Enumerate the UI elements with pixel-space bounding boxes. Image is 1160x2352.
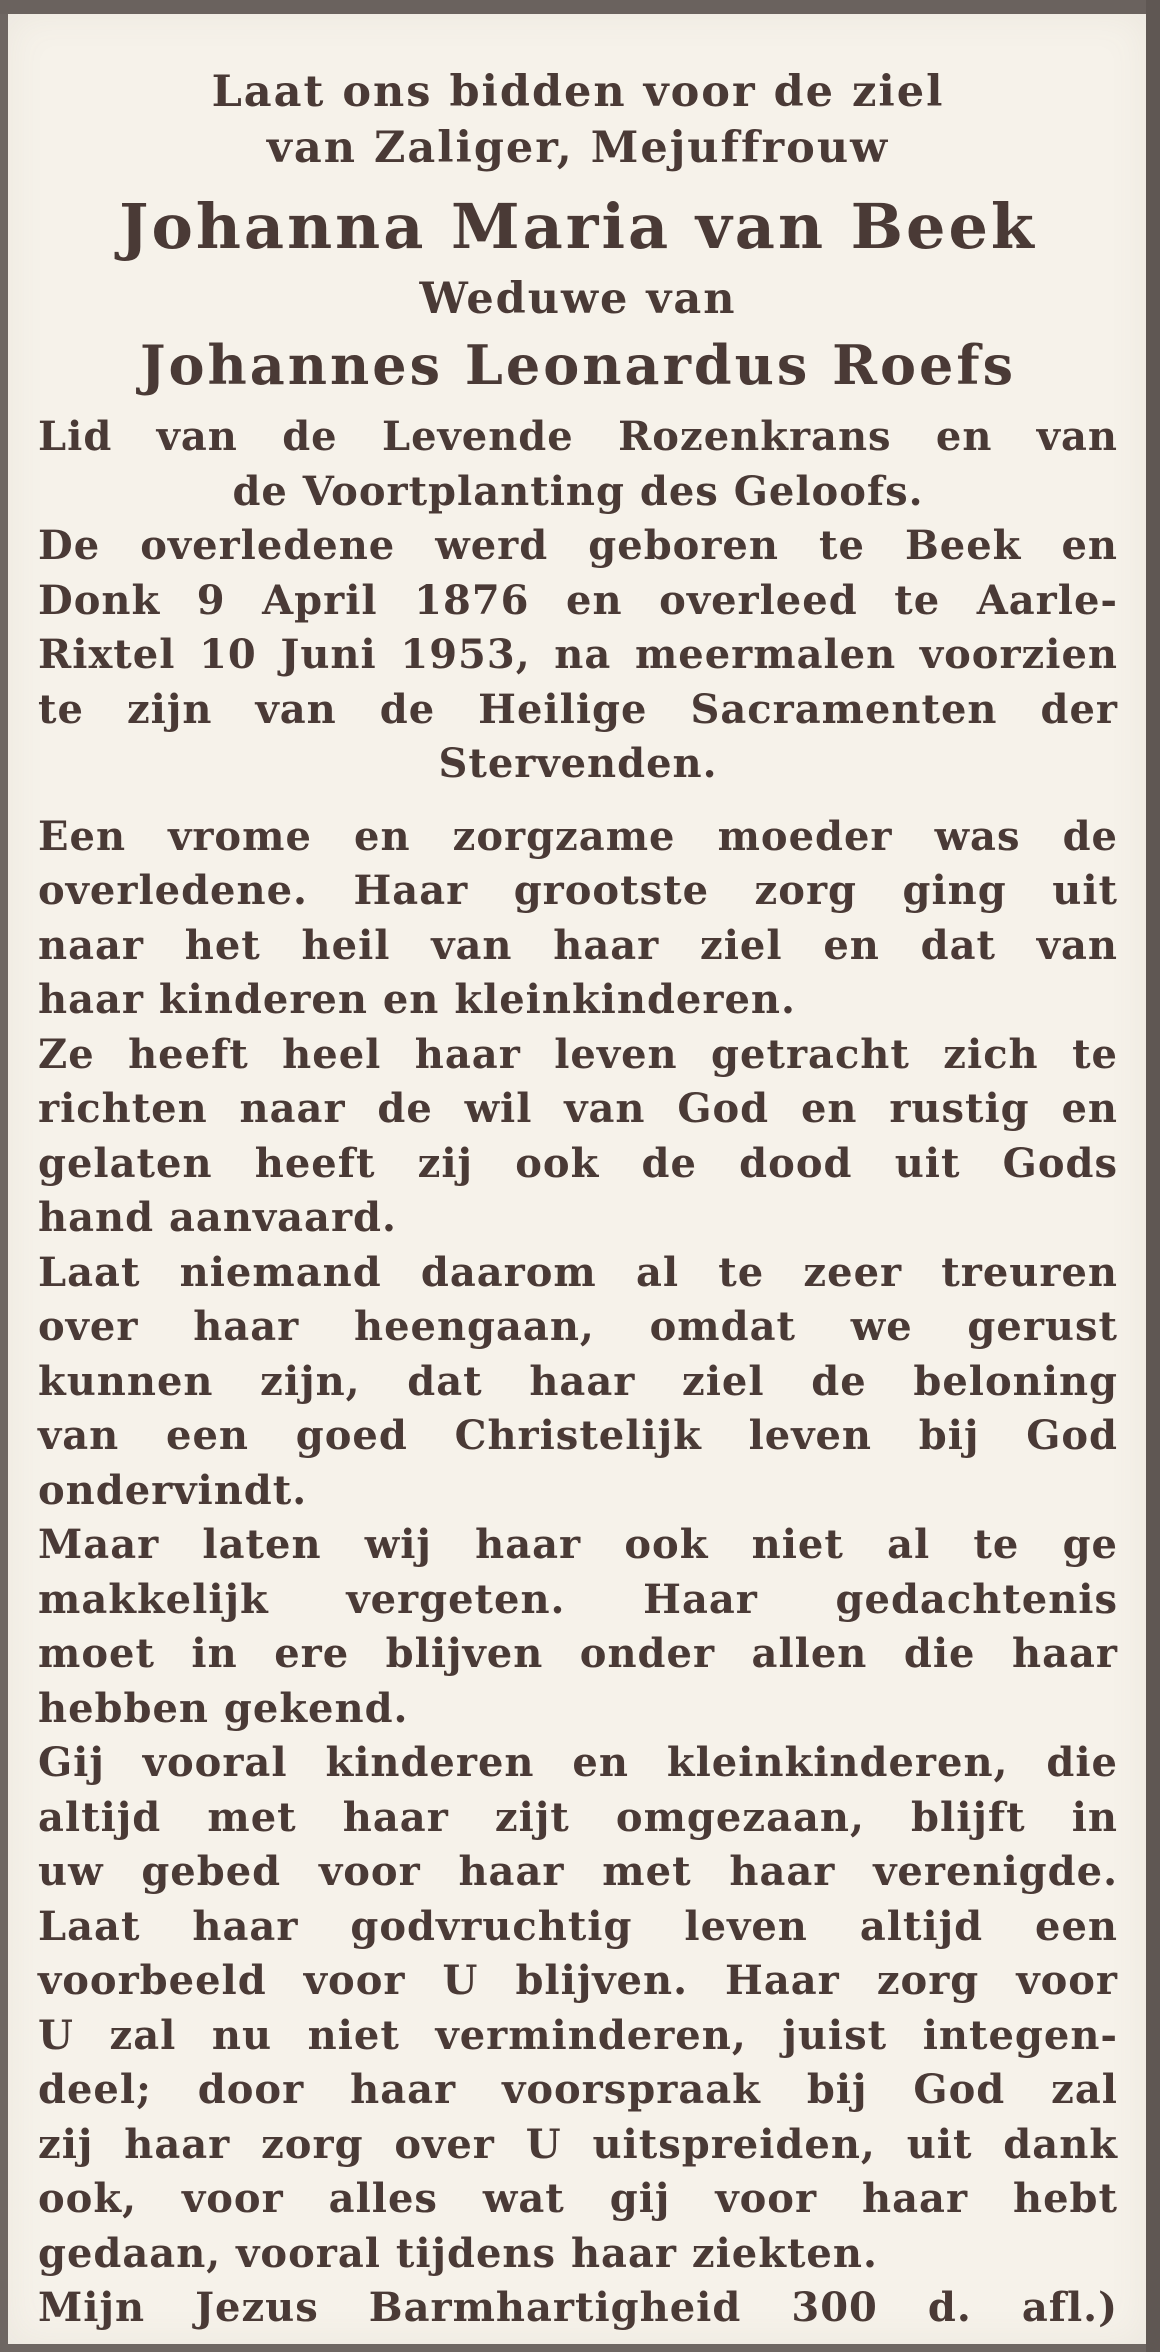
- paragraph-life: [38, 1028, 1118, 1246]
- paragraph-line: U zal nu niet verminderen, juist integen-: [38, 2011, 1118, 2059]
- paragraph-line: uw gebed voor haar met haar verenigde.: [38, 1848, 1118, 1895]
- prayer-line: Mijn Jezus Barmhartigheid 300 d. afl.): [38, 2284, 1118, 2331]
- intro-line-1: Laat ons bidden voor de ziel: [211, 67, 945, 117]
- paragraph-line: ook, voor alles wat gij voor haar hebt: [38, 2175, 1118, 2222]
- membership-line: de Voortplanting des Geloofs.: [232, 467, 924, 515]
- paragraph-line: gedaan, vooral tijdens haar ziekten.: [38, 2229, 878, 2277]
- paragraph-line: moet in ere blijven onder allen die haar: [38, 1630, 1118, 1677]
- biography-line: Rixtel 10 Juni 1953, na meermalen voorzien: [38, 631, 1118, 678]
- paragraph-remembrance: [38, 1518, 1118, 1736]
- biography-line: te zijn van de Heilige Sacramenten der: [38, 685, 1118, 733]
- paragraph-line: over haar heengaan, omdat we gerust: [38, 1303, 1118, 1350]
- biography-line: Stervenden.: [438, 740, 718, 787]
- paragraph-comfort: [38, 1246, 1118, 1519]
- memorial-card: [8, 14, 1146, 2344]
- biography-line: De overledene werd geboren te Beek en: [38, 522, 1118, 569]
- membership-line: Lid van de Levende Rozenkrans en van: [38, 413, 1118, 460]
- paragraph-line: Ze heeft heel haar leven getracht zich te: [38, 1030, 1118, 1078]
- paragraph-line: voorbeeld voor U blijven. Haar zorg voor: [38, 1957, 1118, 2004]
- paragraph-line: Gij vooral kinderen en kleinkinderen, die: [38, 1739, 1118, 1786]
- scan-border-top: [0, 0, 1160, 14]
- membership-text: [38, 410, 1118, 519]
- paragraph-line: van een goed Christelijk leven bij God: [38, 1412, 1118, 1459]
- widow-of-label: Weduwe van: [419, 274, 737, 324]
- paragraph-line: ondervindt.: [38, 1466, 308, 1514]
- card-content: [38, 64, 1118, 2336]
- intro-line-2: van Zaliger, Mejuffrouw: [266, 123, 890, 173]
- scan-border-right: [1146, 0, 1160, 2352]
- paragraph-line: richten naar de wil van God en rustig en: [38, 1085, 1118, 1132]
- paragraph-line: makkelijk vergeten. Haar gedachtenis: [38, 1575, 1118, 1623]
- paragraph-line: naar het heil van haar ziel en dat van: [38, 921, 1118, 969]
- paragraph-line: Laat haar godvruchtig leven altijd een: [38, 1902, 1118, 1950]
- paragraph-line: altijd met haar zijt omgezaan, blijft in: [38, 1793, 1118, 1841]
- paragraph-line: haar kinderen en kleinkinderen.: [38, 976, 796, 1023]
- biography-line: Donk 9 April 1876 en overleed te Aarle-: [38, 576, 1118, 624]
- paragraph-line: deel; door haar voorspraak bij God zal: [38, 2066, 1118, 2113]
- paragraph-line: gelaten heeft zij ook de dood uit Gods: [38, 1139, 1118, 1187]
- paragraph-line: hebben gekend.: [38, 1684, 409, 1732]
- deceased-name: Johanna Maria van Beek: [119, 190, 1037, 263]
- paragraph-line: zij haar zorg over U uitspreiden, uit dank: [38, 2120, 1118, 2168]
- husband-name: Johannes Leonardus Roefs: [139, 333, 1017, 397]
- paragraph-mother: [38, 810, 1118, 1028]
- biography-text: [38, 519, 1118, 792]
- paragraph-children: [38, 1736, 1118, 2281]
- paragraph-line: Maar laten wij haar ook niet al te ge: [38, 1521, 1118, 1568]
- paragraph-line: Een vrome en zorgzame moeder was de: [38, 812, 1118, 860]
- paragraph-line: hand aanvaard.: [38, 1194, 397, 1241]
- paragraph-line: kunnen zijn, dat haar ziel de beloning: [38, 1357, 1118, 1405]
- paragraph-line: Laat niemand daarom al te zeer treuren: [38, 1248, 1118, 1296]
- prayer-indulgence: [38, 2281, 1118, 2336]
- paragraph-line: overledene. Haar grootste zorg ging uit: [38, 867, 1118, 914]
